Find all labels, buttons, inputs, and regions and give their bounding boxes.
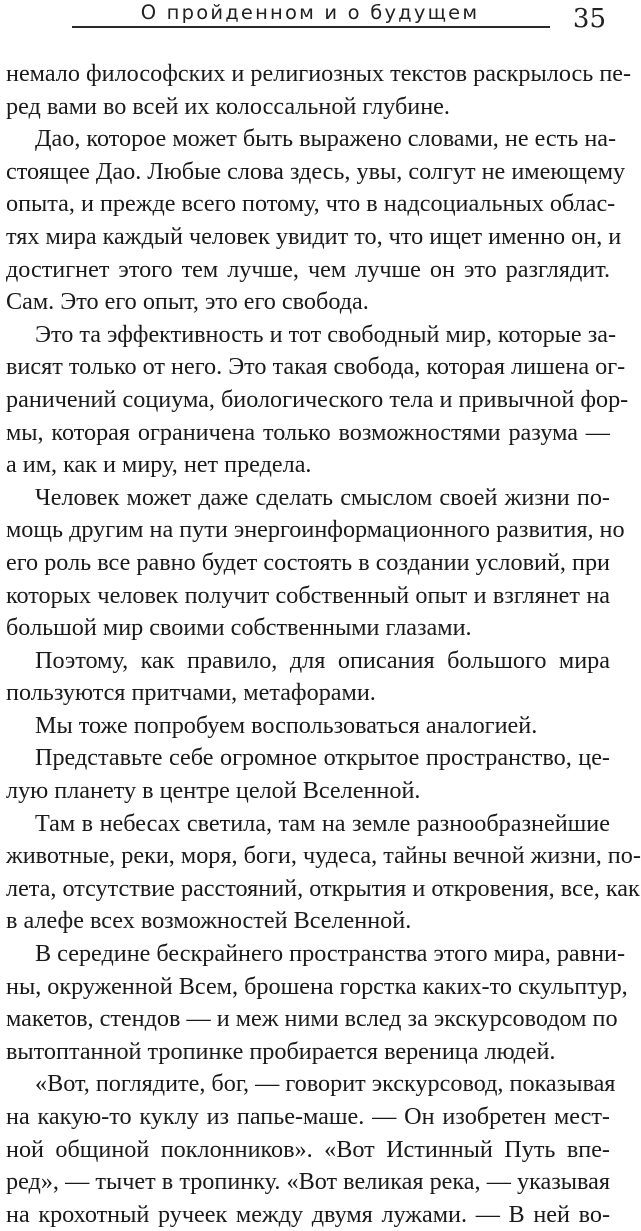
text-line: животные, реки, моря, боги, чудеса, тайны вечной жизни, по- [6,842,641,870]
paragraph [6,742,610,807]
text-line: которых человек получит собственный опыт и взглянет на [6,581,610,609]
text-line: опыта, и прежде всего потому, что в надсоциальных облас- [6,190,616,218]
text-line: мы, которая ограничена только возможностями разума — [6,418,610,446]
text-line: Поэтому, как правило, для описания большого мира [35,646,610,674]
text-line: стоящее Дао. Любые слова здесь, увы, солгут не имеющему [6,157,626,185]
text-line: его роль все равно будет состоять в создании условий, при [6,548,610,576]
text-line: Это та эффективность и тот свободный мир, которые за- [35,320,617,348]
text-line: достигнет этого тем лучше, чем лучше он это разглядит. [6,255,610,283]
text-line: вытоптанной тропинке пробирается вереница людей. [6,1037,556,1065]
text-line: тях мира каждый человек увидит то, что ищет именно он, и [6,222,622,250]
text-line: Представьте себе огромное открытое пространство, це- [35,744,610,772]
text-line: ны, окруженной Всем, брошена горстка каких-то скульптур, [6,972,628,1000]
paragraph [6,710,610,743]
paragraph [6,938,628,1068]
text-line: В середине бескрайнего пространства этого мира, равни- [35,940,626,968]
text-line: ной общиной поклонников». «Вот Истинный Путь впе- [6,1135,610,1163]
text-line: мощь другим на пути энергоинформационного развития, но [6,516,625,544]
text-line: Мы тоже попробуем воспользоваться аналогией. [35,711,538,739]
text-line: Дао, которое может быть выражено словами, не есть на- [35,125,617,153]
paragraph [6,1068,616,1231]
paragraph [6,319,629,482]
text-line: «Вот, поглядите, бог, — говорит экскурсовод, показывая [35,1070,616,1098]
text-line: ред вами во всей их колоссальной глубине. [6,92,450,120]
text-line: на какую-то куклу из папье-маше. — Он изобретен мест- [6,1103,610,1130]
paragraph [6,645,610,710]
page-number: 35 [572,4,606,34]
text-line: немало философских и религиозных текстов раскрылось пе- [6,60,632,87]
text-line: а им, как и миру, нет предела. [6,451,312,479]
text-line: ред», — тычет в тропинку. «Вот великая река, — указывая [6,1168,610,1196]
text-line: на крохотный ручеек между двумя лужами. — В ней во- [6,1200,610,1228]
text-line: большой мир своими собственными глазами. [6,614,472,642]
text-line: в алефе всех возможностей Вселенной. [6,907,412,935]
paragraph [6,123,626,319]
text-line: лета, отсутствие расстояний, открытия и откровения, все, как [6,874,640,902]
text-line: раничений социума, биологического тела и привычной фор- [6,385,629,413]
header-rule [72,26,550,28]
paragraph [6,808,641,938]
paragraph [6,482,625,645]
text-line: лую планету в центре целой Вселенной. [6,777,421,805]
text-line: Там в небесах светила, там на земле разнообразнейшие [35,809,610,837]
text-line: висят только от него. Это такая свобода, которая лишена ог- [6,353,626,381]
body-text [6,58,641,1231]
text-line: пользуются притчами, метафорами. [6,679,376,707]
running-head-title: О пройденном и о будущем [140,1,480,24]
text-line: макетов, стендов — и меж ними вслед за экскурсоводом по [6,1005,618,1033]
text-line: Сам. Это его опыт, это его свобода. [6,288,369,316]
text-line: Человек может даже сделать смыслом своей жизни по- [35,483,610,511]
paragraph [6,58,632,123]
